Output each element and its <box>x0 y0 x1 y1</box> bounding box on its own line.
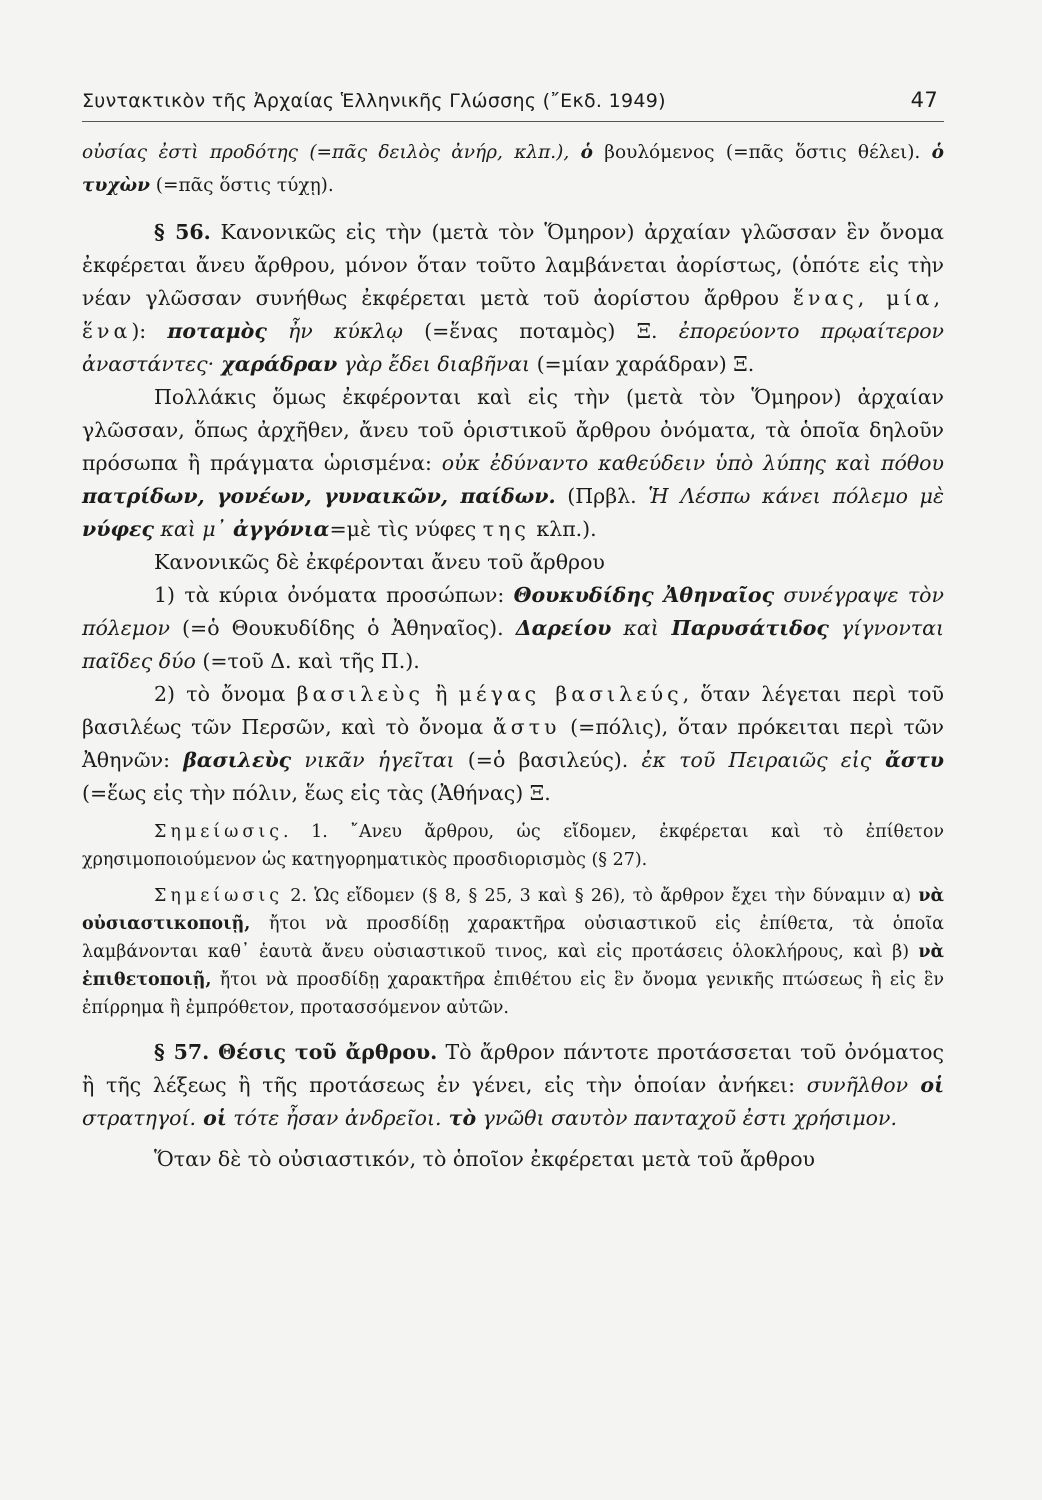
page-body <box>82 136 944 1176</box>
list-item-1: 1) τὰ κύρια ὀνόματα προσώπων: Θουκυδίδης Ἀθηναῖος συνέγραψε τὸν πόλεμον (=ὁ Θουκυδίδης ὁ Ἀθηναῖος). Δαρείου καὶ Παρυσάτιδος γίγνονται παῖδες δύο (=τοῦ Δ. καὶ τῆς Π.). <box>82 583 945 673</box>
page-number: 47 <box>910 88 938 112</box>
running-header <box>82 88 944 112</box>
note-1: Σημείωσις. 1. ῎Ανευ ἄρθρου, ὡς εἴδομεν, ἐκφέρεται καὶ τὸ ἐπίθετον χρησιμοποιούμενον ὡς κατηγορηματικὸς προσδιορισμὸς (§ 27). <box>82 822 944 870</box>
section-56: § 56. Κανονικῶς εἰς τὴν (μετὰ τὸν Ὅμηρον) ἀρχαίαν γλῶσσαν ἓν ὄνομα ἐκφέρεται ἄνευ ἄρθρου, μόνον ὅταν τοῦτο λαμβάνεται ἀορίστως, (ὁπότε εἰς τὴν νέαν γλῶσσαν συνήθως ἐκφέρεται μετὰ τοῦ ἀορίστου ἄρθρου ἕνας, μία, ἕνα): ποταμὸς ἦν κύκλῳ (=ἕνας ποταμὸς) Ξ. ἐπορεύοντο πρῳαίτερον ἀναστάντες· χαράδραν γὰρ ἔδει διαβῆναι (=μίαν χαράδραν) Ξ. <box>82 220 944 376</box>
list-item-2: 2) τὸ ὄνομα βασιλεὺς ἢ μέγας βασιλεύς, ὅταν λέγεται περὶ τοῦ βασιλέως τῶν Περσῶν, καὶ τὸ ὄνομα ἄστυ (=πόλις), ὅταν πρόκειται περὶ τῶν Ἀθηνῶν: βασιλεὺς νικᾶν ἡγεῖται (=ὁ βασιλεύς). ἐκ τοῦ Πειραιῶς εἰς ἄστυ (=ἕως εἰς τὴν πόλιν, ἕως εἰς τὰς (Ἀθήνας) Ξ. <box>82 682 945 805</box>
section-57: § 57. Θέσις τοῦ ἄρθρου. Τὸ ἄρθρον πάντοτε προτάσσεται τοῦ ὀνόματος ἢ τῆς λέξεως ἢ τῆς προτάσεως ἐν γένει, εἰς τὴν ὁποίαν ἀνήκει: συνῆλθον οἱ στρατηγοί. οἱ τότε ἦσαν ἀνδρεῖοι. τὸ γνῶθι σαυτὸν πανταχοῦ ἐστι χρήσιμον. <box>82 1040 945 1130</box>
section-56-number: § 56. <box>154 220 211 244</box>
paragraph-continuation: οὐσίας ἐστὶ προδότης (=πᾶς δειλὸς ἀνήρ, κλπ.), ὁ βουλόμενος (=πᾶς ὅστις θέλει). ὁ τυχὼν (=πᾶς ὅστις τύχῃ). <box>82 142 944 196</box>
paragraph-last: Ὅταν δὲ τὸ οὐσιαστικόν, τὸ ὁποῖον ἐκφέρεται μετὰ τοῦ ἄρθρου <box>154 1147 815 1171</box>
section-57-heading: § 57. Θέσις τοῦ ἄρθρου. <box>154 1040 438 1064</box>
paragraph-kanonikos: Κανονικῶς δὲ ἐκφέρονται ἄνευ τοῦ ἄρθρου <box>154 550 605 574</box>
header-rule <box>82 121 944 122</box>
note-2: Σημείωσις 2. Ὡς εἴδομεν (§ 8, § 25, 3 καὶ § 26), τὸ ἄρθρον ἔχει τὴν δύναμιν α) νὰ οὐσιαστικοποιῇ, ἤτοι νὰ προσδίδῃ χαρακτῆρα οὐσιαστικοῦ εἰς ἐπίθετα, τὰ ὁποῖα λαμβάνονται καθ᾽ ἑαυτὰ ἄνευ οὐσιαστικοῦ τινος, καὶ εἰς προτάσεις ὁλοκλήρους, καὶ β) νὰ ἐπιθετοποιῇ, ἤτοι νὰ προσδίδῃ χαρακτῆρα ἐπιθέτου εἰς ἓν ὄνομα γενικῆς πτώσεως ἢ εἰς ἓν ἐπίρρημα ἢ ἐμπρόθετον, προτασσόμενον αὐτῶν. <box>82 886 944 1018</box>
header-title: Συντακτικὸν τῆς Ἀρχαίας Ἑλληνικῆς Γλώσσης (῎Εκδ. 1949) <box>82 90 666 112</box>
paragraph-pollakis: Πολλάκις ὅμως ἐκφέρονται καὶ εἰς τὴν (μετὰ τὸν Ὅμηρον) ἀρχαίαν γλῶσσαν, ὅπως ἀρχῆθεν, ἄνευ τοῦ ὁριστικοῦ ἄρθρου ὀνόματα, τὰ ὁποῖα δηλοῦν πρόσωπα ἢ πράγματα ὡρισμένα: οὐκ ἐδύναντο καθεύδειν ὑπὸ λύπης καὶ πόθου πατρίδων, γονέων, γυναικῶν, παίδων. (Πρβλ. Ἡ Λέσπω κάνει πόλεμο μὲ νύφες καὶ μ᾽ ἀγγόνια=μὲ τὶς νύφες της κλπ.). <box>82 385 944 541</box>
